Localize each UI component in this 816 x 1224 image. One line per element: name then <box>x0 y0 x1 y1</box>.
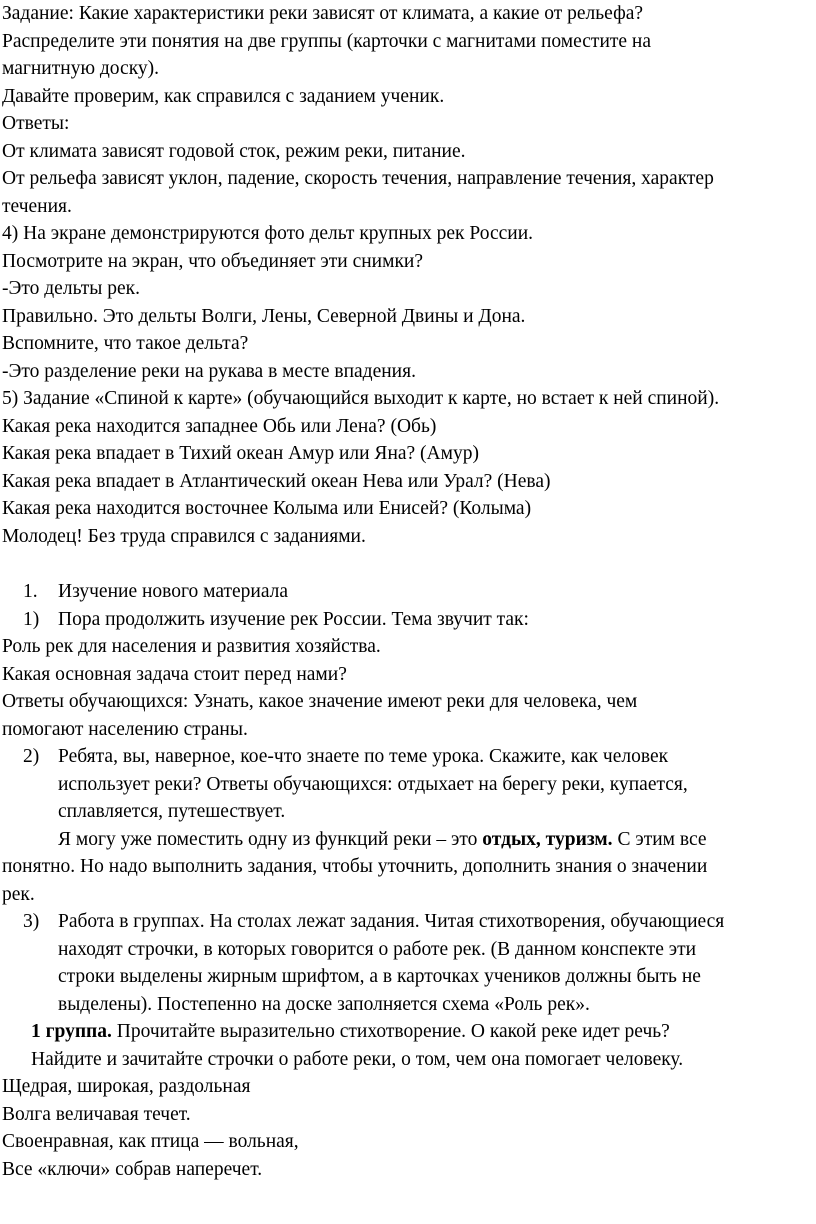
item-text: выделены). Постепенно на доске заполняется схема «Роль рек». <box>58 993 590 1015</box>
poem-line: Волга величавая течет. <box>2 1103 191 1125</box>
text-line: 4) На экране демонстрируются фото дельт крупных рек России. <box>2 223 534 244</box>
text-line: Вспомните, что такое дельта? <box>2 333 249 354</box>
question-line: Какая река находится западнее Обь или Лена? (Обь) <box>2 415 437 437</box>
answer-line: От рельефа зависят уклон, падение, скорость течения, направление течения, характер <box>2 168 714 189</box>
item-text: Работа в группах. На столах лежат задания. Читая стихотворения, обучающиеся <box>58 911 725 932</box>
task-line: магнитную доску). <box>2 58 160 79</box>
item-number: 3) <box>23 911 40 932</box>
text-line: Ответы обучающихся: Узнать, какое значение имеют реки для человека, чем <box>2 691 638 712</box>
task-line: Распределите эти понятия на две группы (карточки с магнитами поместите на <box>2 30 652 52</box>
text-line: -Это разделение реки на рукава в месте впадения. <box>2 360 416 382</box>
item-text: сплавляется, путешествует. <box>58 801 286 822</box>
answer-line: От климата зависят годовой сток, режим реки, питание. <box>2 140 466 162</box>
item-text: использует реки? Ответы обучающихся: отдыхает на берегу реки, купается, <box>58 773 688 795</box>
paragraph-line: Я могу уже поместить одну из функций реки – это отдых, туризм. С этим все <box>58 828 707 850</box>
group-task-line: Найдите и зачитайте строчки о работе реки, о том, чем она помогает человеку. <box>31 1048 684 1070</box>
text-line: Давайте проверим, как справился с заданием ученик. <box>2 85 445 107</box>
answer-line: течения. <box>2 195 72 217</box>
poem-line: Щедрая, широкая, раздольная <box>2 1076 251 1097</box>
group-label: 1 группа. <box>31 1021 112 1042</box>
question-line: Какая река впадает в Атлантический океан Нева или Урал? (Нева) <box>2 470 551 492</box>
question-line: Какая река находится восточнее Колыма или Енисей? (Колыма) <box>2 498 532 519</box>
poem-line: Все «ключи» собрав наперечет. <box>2 1158 263 1180</box>
text-line: помогают населению страны. <box>2 718 248 740</box>
topic-line: Роль рек для населения и развития хозяйства. <box>2 636 381 657</box>
item-number: 1) <box>23 608 40 630</box>
question-line: Какая река впадает в Тихий океан Амур или Яна? (Амур) <box>2 443 479 464</box>
text-line: -Это дельты рек. <box>2 278 140 299</box>
text-line: 5) Задание «Спиной к карте» (обучающийся выходит к карте, но встает к ней спиной). <box>2 388 720 409</box>
paragraph-line: рек. <box>2 883 35 905</box>
bold-phrase: отдых, туризм. <box>482 828 613 850</box>
group-task-line: 1 группа. Прочитайте выразительно стихотворение. О какой реке идет речь? <box>31 1021 670 1042</box>
text-line: Какая основная задача стоит перед нами? <box>2 663 347 685</box>
item-text: Ребята, вы, наверное, кое-что знаете по теме урока. Скажите, как человек <box>58 746 669 767</box>
text-line: Посмотрите на экран, что объединяет эти снимки? <box>2 250 424 272</box>
text-line: Правильно. Это дельты Волги, Лены, Северной Двины и Дона. <box>2 305 526 327</box>
item-text: находят строчки, в которых говорится о работе рек. (В данном конспекте эти <box>58 938 697 960</box>
section-number: 1. <box>23 581 38 602</box>
answers-heading: Ответы: <box>2 113 70 134</box>
paragraph-line: понятно. Но надо выполнить задания, чтобы уточнить, дополнить знания о значении <box>2 856 708 877</box>
item-text: Пора продолжить изучение рек России. Тема звучит так: <box>58 608 529 630</box>
task-line: Задание: Какие характеристики реки зависят от климата, а какие от рельефа? <box>2 3 644 24</box>
section-title: Изучение нового материала <box>58 581 289 602</box>
item-number: 2) <box>23 746 40 767</box>
poem-line: Своенравная, как птица — вольная, <box>2 1131 299 1152</box>
text-line: Молодец! Без труда справился с заданиями. <box>2 525 366 547</box>
item-text: строки выделены жирным шрифтом, а в карточках учеников должны быть не <box>58 966 701 987</box>
